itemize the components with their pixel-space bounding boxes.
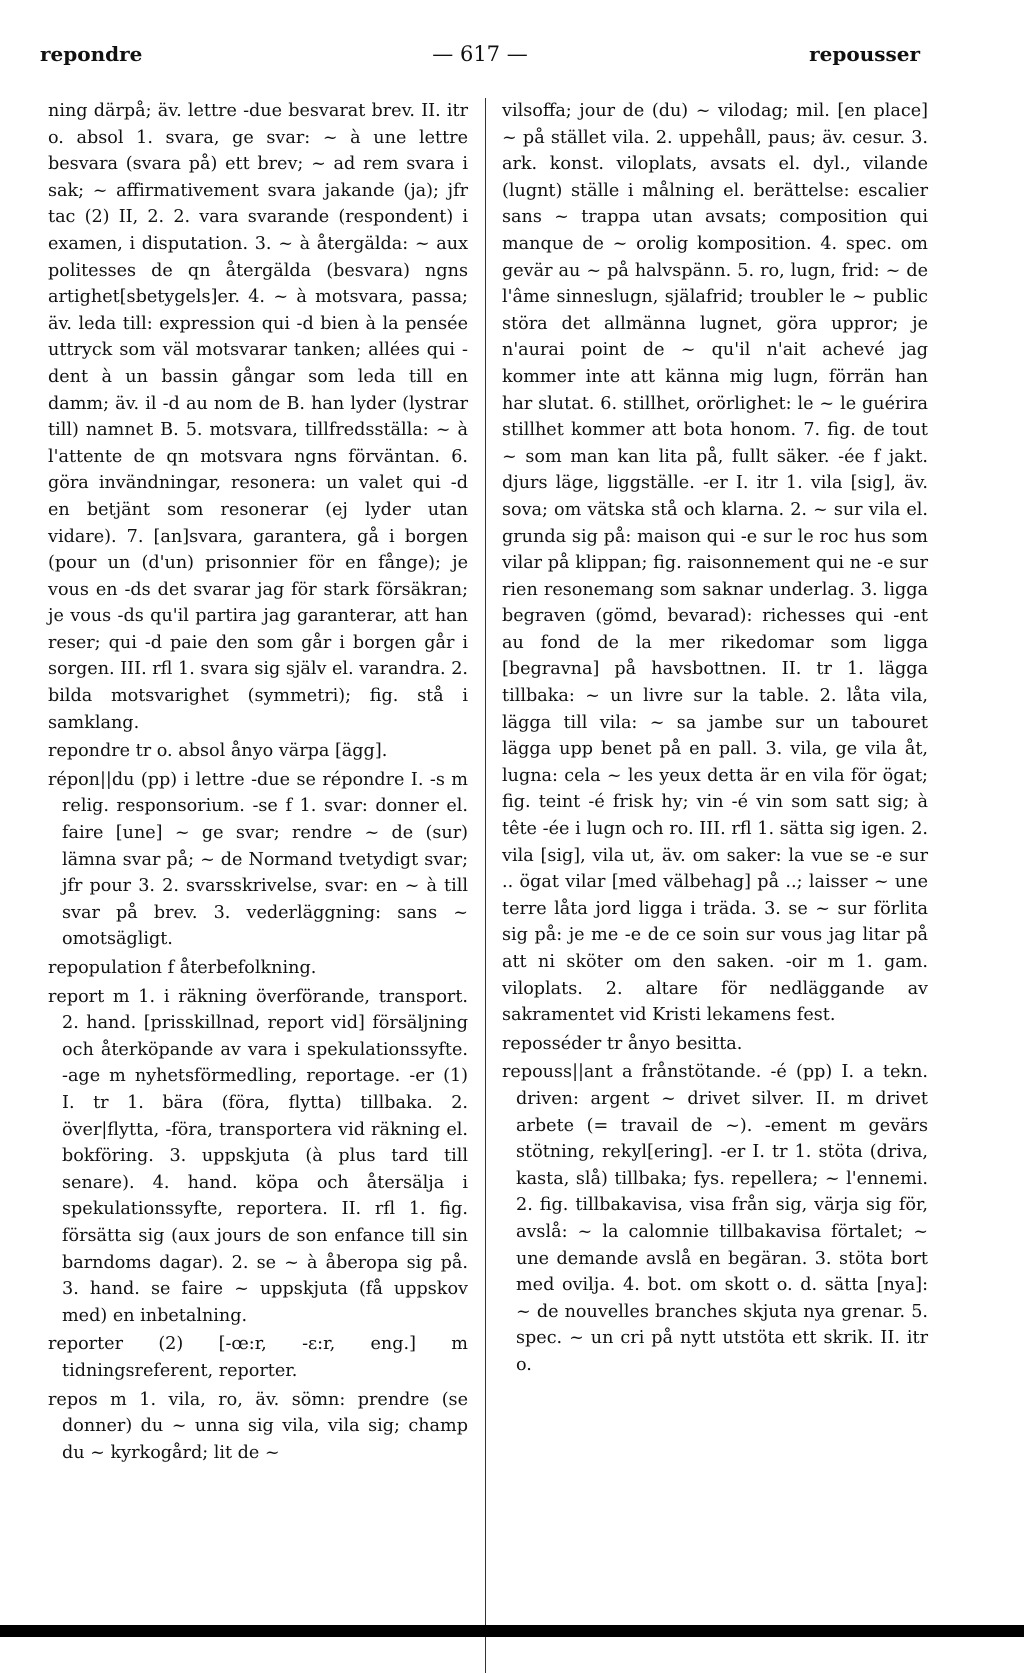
entry-repondre: repondre tr o. absol ånyo värpa [ägg]. bbox=[48, 741, 388, 762]
entry-repondu: répon||du (pp) i lettre -due se répondre I. -s m relig. responsorium. -se f 1. svar: donner el. faire [une] ~ ge svar; rendre ~ de (sur) lämna svar på; ~ de Normand tvetydigt svar; jfr pour 3. 2. svarsskrivelse, svar: en ~ à till svar på brev. 3. vederläggning: sans ~ omotsägligt. bbox=[48, 769, 468, 950]
entry-repopulation: repopulation f återbefolkning. bbox=[48, 958, 317, 978]
entry-report: report m 1. i räkning överförande, transport. 2. hand. [prisskillnad, report vid] försäljning och återköpande av vara i spekulationssyfte. -age m nyhetsförmedling, reportage. -er (1) I. tr 1. bära (föra, flytta) tillbaka. 2. över|flytta, -föra, transportera vid räkning el. bokföring. 3. uppskjuta (à plus tard till senare). 4. hand. köpa och återsälja i spekulationssyfte, reportera. II. rfl 1. fig. försätta sig (aux jours de son enfance till sin barndoms dagar). 2. se ~ à åberopa sig på. 3. hand. se faire ~ uppskjuta (få uppskov med) en inbetalning. bbox=[48, 986, 468, 1326]
entry-continuation: ning därpå; äv. lettre -due besvarat brev. II. itr o. absol 1. svara, ge svar: ~ à une lettre besvara (svara på) ett brev; ~ ad rem svara i sak; ~ affirmativement svara jakande (ja); jfr tac (2) II, 2. 2. vara svarande (respondent) i examen, i disputation. 3. ~ à återgälda: ~ aux politesses de qn återgälda (besvara) ngns artighet[sbetygels]er. 4. ~ à motsvara, passa; äv. leda till: expression qui -d bien à la pensée uttryck som väl motsvarar tanken; allées qui -dent à un bassin gångar som leda till en damm; äv. il -d au nom de B. han lyder (lystrar till) namnet B. 5. motsvara, tillfredsställa: ~ à l'attente de qn motsvara ngns förväntan. 6. göra invändningar, resonera: un valet qui -d en betjänt som resonerar (ej lyder utan vidare). 7. [an]svara, garantera, gå i borgen (pour un (d'un) prisonnier för en fånge); je vous en -ds det svarar jag för stark försäkran; je vous -ds qu'il partira jag garanterar, att han reser; qui -d paie den som går i borgen går i sorgen. III. rfl 1. svara sig själv el. varandra. 2. bilda motsvarighet (symmetri); fig. stå i samklang. bbox=[48, 101, 468, 733]
right-column bbox=[502, 98, 928, 1379]
guide-word-right: repousser bbox=[809, 42, 920, 66]
entry-repos: repos m 1. vila, ro, äv. sömn: prendre (se donner) du ~ unna sig vila, vila sig; champ du ~ kyrkogård; lit de ~ bbox=[48, 1389, 468, 1463]
guide-word-left: repondre bbox=[40, 42, 143, 66]
left-column bbox=[48, 98, 468, 1466]
scan-edge-bar bbox=[0, 1625, 1024, 1637]
entry-reposseder: reposséder tr ånyo besitta. bbox=[502, 1033, 743, 1054]
column-divider bbox=[485, 98, 486, 1673]
entry-repoussant: repouss||ant a frånstötande. -é (pp) I. a tekn. driven: argent ~ drivet silver. II. m drivet arbete (= travail de ~). -ement m gevärs stötning, rekyl[ering]. -er I. tr 1. stöta (driva, kasta, slå) tillbaka; fys. repellera; ~ l'ennemi. 2. fig. tillbakavisa, visa från sig, värja sig för, avslå: ~ la calomnie tillbakavisa förtalet; ~ une demande avslå en begäran. 3. stöta bort med ovilja. 4. bot. om skott o. d. sätta [nya]: ~ de nouvelles branches skjuta nya grenar. 5. spec. ~ un cri på nytt utstöta ett skrik. II. itr o. bbox=[502, 1062, 928, 1375]
entry-reporter: reporter (2) [-œ:r, -ɛ:r, eng.] m tidningsreferent, reporter. bbox=[48, 1334, 468, 1381]
running-header bbox=[40, 42, 920, 82]
entry-repos-continuation: vilsoffa; jour de (du) ~ vilodag; mil. [en place] ~ på stället vila. 2. uppehåll, paus; äv. cesur. 3. ark. konst. viloplats, avsats el. dyl., vilande (lugnt) ställe i målning el. berättelse: escalier sans ~ trappa utan avsats; composition qui manque de ~ orolig komposition. 4. spec. om gevär au ~ på halvspänn. 5. ro, lugn, frid: ~ de l'âme sinneslugn, själafrid; troubler le ~ public störa det allmänna lugnet, göra uppror; je n'aurai point de ~ qu'il n'ait achevé jag kommer inte att känna mig lugn, förrän han har slutat. 6. stillhet, orörlighet: le ~ le guérira stillhet kommer att bota honom. 7. fig. de tout ~ som man kan lita på, fullt säker. -ée f jakt. djurs läge, liggställe. -er I. itr 1. vila [sig], äv. sova; om vätska stå och klarna. 2. ~ sur vila el. grunda sig på: maison qui -e sur le roc hus som vilar på klippan; fig. raisonnement qui ne -e sur rien resonemang som saknar underlag. 3. ligga begraven (gömd, bevarad): richesses qui -ent au fond de la mer rikedomar som ligga [begravna] på havsbottnen. II. tr 1. lägga tillbaka: ~ un livre sur la table. 2. låta vila, lägga till vila: ~ sa jambe sur un tabouret lägga upp benet på en pall. 3. vila, ge vila åt, lugna: cela ~ les yeux detta är en vila för ögat; fig. teint -é frisk hy; vin -é vin som satt sig; à tête -ée i lugn och ro. III. rfl 1. sätta sig igen. 2. vila [sig], vila ut, äv. om saker: la vue se -e sur .. ögat vilar [med välbehag] på ..; laisser ~ une terre låta jord ligga i träda. 3. se ~ sur förlita sig på: je me -e de ce soin sur vous jag litar på att ni sköter om den saken. -oir m 1. gam. viloplats. 2. altare för nedläggande av sakramentet vid Kristi lekamens fest. bbox=[502, 101, 928, 1026]
page-number: — 617 — bbox=[432, 42, 528, 66]
